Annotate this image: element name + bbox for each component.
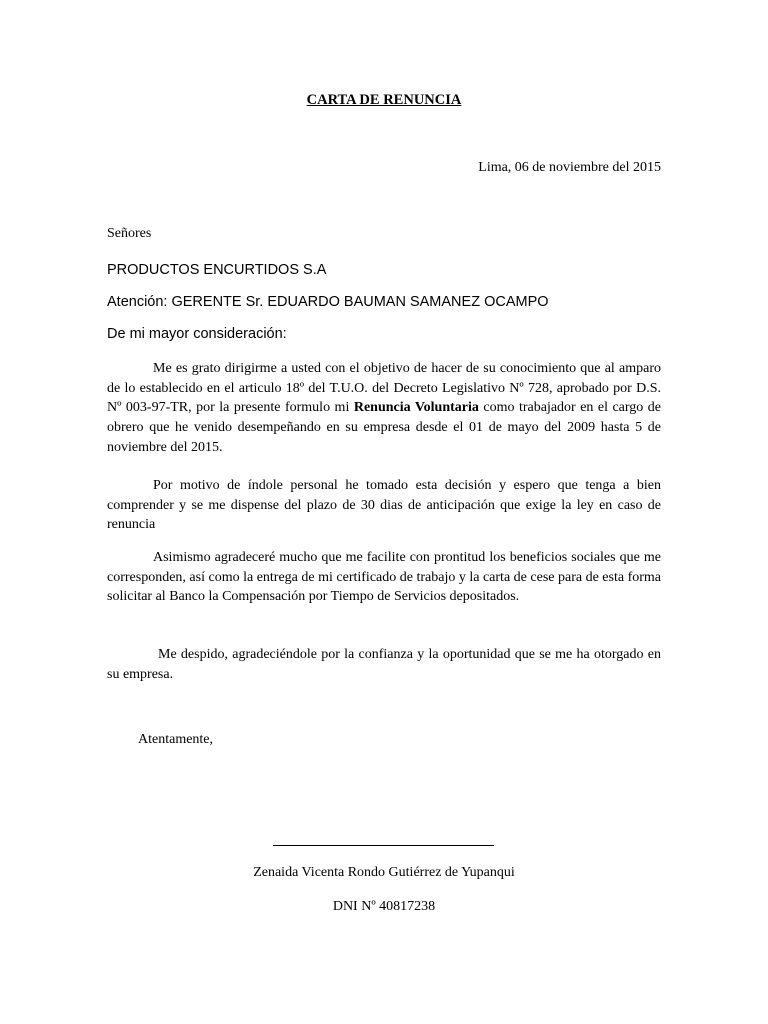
signature-line: [273, 845, 494, 846]
body-paragraph-3: Asimismo agradeceré mucho que me facilite con prontitud los beneficios sociales que me corresponden, así como la entrega de mi certificado de trabajo y la carta de cese para de esta forma solicitar al Banco la Compensación por Tiempo de Servicios depositados.: [107, 550, 661, 605]
signatory-name: Zenaida Vicenta Rondo Gutiérrez de Yupanqui: [253, 865, 515, 880]
paragraph-1-text-start: Me es grato dirigirme a usted con el objetivo de hacer de su conocimiento que al amparo de lo establecido en el articulo 18º del T.U.O. del Decreto Legislativo Nº 728, aprobado por D.S. Nº 003-97-TR, por la presente formulo mi: [107, 361, 661, 416]
letter-closing: Atentamente,: [138, 732, 214, 747]
paragraph-1-bold-text: Renuncia Voluntaria: [353, 400, 479, 416]
body-paragraph-2: Por motivo de índole personal he tomado esta decisión y espero que tenga a bien comprender y se me dispense del plazo de 30 dias de anticipación que exige la ley en caso de renuncia: [107, 478, 661, 533]
recipient-salutation: Señores: [107, 226, 152, 241]
recipient-attention: Atención: GERENTE Sr. EDUARDO BAUMAN SAMANEZ OCAMPO: [107, 294, 549, 310]
paragraph-1-text-end: como trabajador en el cargo de obrero que he venido desempeñando en su empresa desde el 01 de mayo del 2009 hasta 5 de noviembre del 2015.: [107, 400, 662, 455]
body-paragraph-1: [107, 359, 661, 458]
recipient-company: PRODUCTOS ENCURTIDOS S.A: [107, 262, 327, 278]
letter-greeting: De mi mayor consideración:: [107, 326, 287, 342]
letter-date: Lima, 06 de noviembre del 2015: [478, 160, 661, 175]
letter-title: CARTA DE RENUNCIA: [306, 92, 462, 108]
signatory-dni: DNI Nº 40817238: [332, 899, 436, 914]
body-paragraph-4: Me despido, agradeciéndole por la confianza y la oportunidad que se me ha otorgado en su empresa.: [107, 647, 661, 682]
